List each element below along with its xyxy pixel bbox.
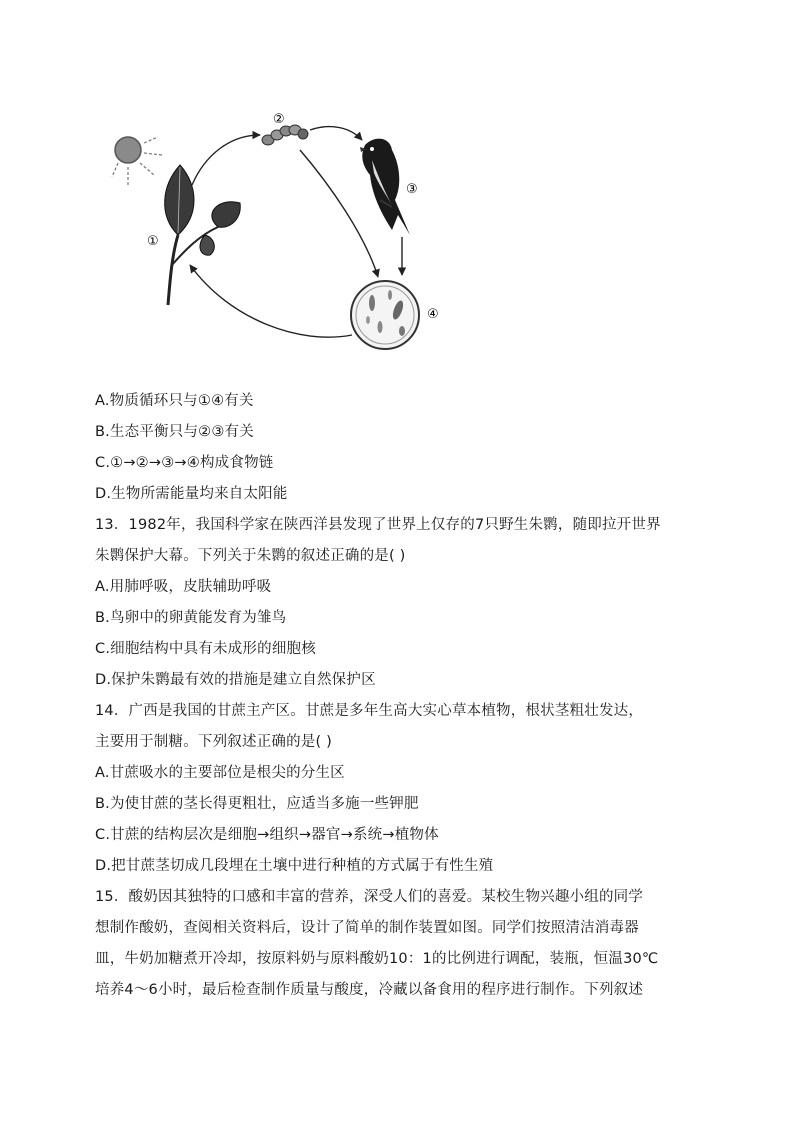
- label-1: ①: [147, 234, 159, 249]
- microbe-dish-illustration: [351, 281, 419, 349]
- q12-option-b: B.生态平衡只与②③有关: [95, 424, 254, 440]
- q13-stem-line-1: 13．1982年，我国科学家在陕西洋县发现了世界上仅存的7只野生朱鹮，随即拉开世界: [95, 517, 661, 533]
- q14-stem-line-2: 主要用于制糖。下列叙述正确的是( ): [95, 734, 333, 750]
- q13-stem-line-2: 朱鹮保护大幕。下列关于朱鹮的叙述正确的是( ): [95, 548, 406, 564]
- caterpillar-illustration: [262, 125, 308, 145]
- q12-option-a: A.物质循环只与①④有关: [95, 393, 254, 409]
- label-3: ③: [406, 182, 418, 197]
- plant-illustration: [165, 165, 241, 305]
- q13-option-d: D.保护朱鹮最有效的措施是建立自然保护区: [95, 672, 376, 688]
- q14-option-d: D.把甘蔗茎切成几段埋在土壤中进行种植的方式属于有性生殖: [95, 858, 494, 874]
- q14-stem-line-1: 14．广西是我国的甘蔗主产区。甘蔗是多年生高大实心草本植物，根状茎粗壮发达，: [95, 703, 644, 719]
- q15-stem-line-2: 想制作酸奶，查阅相关资料后，设计了简单的制作装置如图。同学们按照清洁消毒器: [95, 920, 639, 936]
- q12-option-c: C.①→②→③→④构成食物链: [95, 455, 274, 471]
- q13-option-a: A.用肺呼吸，皮肤辅助呼吸: [95, 579, 272, 595]
- q15-stem-line-1: 15．酸奶因其独特的口感和丰富的营养，深受人们的喜爱。某校生物兴趣小组的同学: [95, 889, 644, 905]
- sun-illustration: [112, 137, 162, 187]
- ecosystem-figure: [110, 105, 450, 355]
- q12-option-d: D.生物所需能量均来自太阳能: [95, 486, 288, 502]
- q14-option-b: B.为使甘蔗的茎长得更粗壮，应适当多施一些钾肥: [95, 796, 419, 812]
- question-text-block: [95, 386, 715, 1006]
- q14-option-a: A.甘蔗吸水的主要部位是根尖的分生区: [95, 765, 345, 781]
- q14-option-c: C.甘蔗的结构层次是细胞→组织→器官→系统→植物体: [95, 827, 439, 843]
- arrow-caterpillar-to-bird: [310, 127, 362, 140]
- q15-stem-line-4: 培养4～6小时，最后检查制作质量与酸度，冷藏以备食用的程序进行制作。下列叙述: [95, 982, 644, 998]
- q13-option-c: C.细胞结构中具有未成形的细胞核: [95, 641, 316, 657]
- arrow-plant-to-caterpillar: [192, 135, 260, 185]
- swallow-illustration: [360, 139, 410, 235]
- arrow-dish-to-plant: [190, 265, 352, 337]
- label-4: ④: [427, 307, 439, 322]
- label-2: ②: [273, 112, 285, 127]
- q13-option-b: B.鸟卵中的卵黄能发育为雏鸟: [95, 610, 287, 626]
- q15-stem-line-3: 皿，牛奶加糖煮开冷却，按原料奶与原料酸奶10：1的比例进行调配，装瓶，恒温30℃: [95, 951, 659, 967]
